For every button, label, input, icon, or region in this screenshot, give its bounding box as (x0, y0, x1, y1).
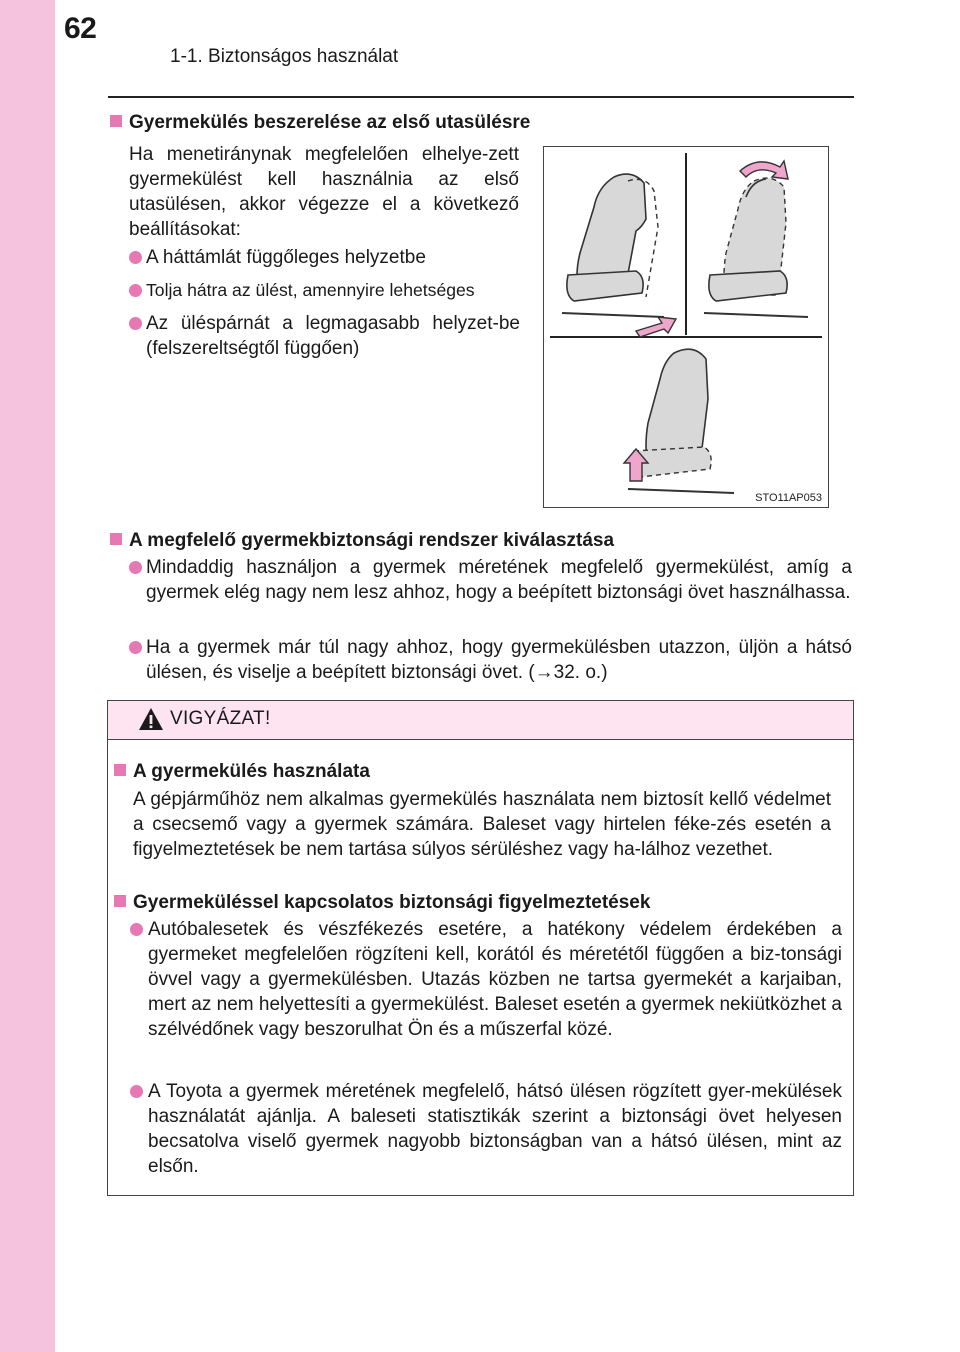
square-bullet-icon (110, 115, 122, 127)
header-divider (108, 96, 854, 98)
selection-bullet-1: Mindaddig használjon a gyermek méretének megfelelő gyermekülést, amíg a gyermek elég nagy nem lesz ahhoz, hogy a beépített biztonsági övet használhassa. (146, 557, 852, 603)
warning-header (108, 701, 853, 740)
round-bullet-icon (129, 251, 142, 264)
section-title: 1-1. Biztonságos használat (170, 46, 399, 67)
seat-slide-back-icon (562, 174, 676, 337)
warning-title: VIGYÁZAT! (170, 708, 271, 729)
warning-sub2-bullet-1: Autóbalesetek és vészfékezés esetére, a hatékony védelem érdekében a gyermeket megfelelően rögzíteni kell, korától és méretétől függően a biz-tonsági övvel vagy a gyermekülésben. Utazás közben ne tartsa gyermekét a karjaiban, mert az nem helyettesíti a gyermekülést. Baleset esetén a gyermek nekiütközhet a szélvédőnek vagy beszorulhat Ön és a műszerfal közé. (148, 919, 842, 1040)
installation-intro: Ha menetiránynak megfelelően elhelye-zett gyermekülést kell használnia az első utasülésen, akkor végezze el a következő beállításokat: (129, 144, 519, 240)
round-bullet-icon (129, 641, 142, 654)
square-bullet-icon (114, 895, 126, 907)
warning-sub1-text: A gépjárműhöz nem alkalmas gyermekülés használata nem biztosít kellő védelmet a csecsemő vagy a gyermek számára. Baleset vagy hirtelen féke-zés esetén a figyelmeztetések be nem tartása súlyos sérüléshez vagy ha-lálhoz vezethet. (133, 789, 831, 860)
installation-bullet-3: Az üléspárnát a legmagasabb helyzet-be (felszereltségtől függően) (146, 313, 520, 359)
seatback-upright-icon (704, 161, 808, 317)
round-bullet-icon (129, 561, 142, 574)
selection-heading: A megfelelő gyermekbiztonsági rendszer kiválasztása (110, 528, 830, 553)
round-bullet-icon (130, 1085, 143, 1098)
seat-adjustment-figure (543, 146, 829, 508)
warning-sub2-heading: Gyermeküléssel kapcsolatos biztonsági figyelmeztetések (114, 890, 834, 915)
installation-bullet-1: A háttámlát függőleges helyzetbe (146, 247, 426, 268)
warning-sub1-heading: A gyermekülés használata (114, 759, 834, 784)
installation-heading: Gyermekülés beszerelése az első utasülésre (110, 110, 810, 135)
square-bullet-icon (110, 533, 122, 545)
seat-illustration (544, 147, 828, 507)
installation-bullet-2: Tolja hátra az ülést, amennyire lehetséges (146, 280, 475, 300)
warning-triangle-icon (138, 707, 164, 731)
square-bullet-icon (114, 764, 126, 776)
warning-box (107, 700, 854, 1196)
side-tab-bar (0, 0, 55, 1352)
figure-code: STO11AP053 (755, 492, 822, 504)
seat-cushion-raise-icon (624, 349, 734, 493)
selection-bullet-2: Ha a gyermek már túl nagy ahhoz, hogy gyermekülésben utazzon, üljön a hátsó ülésen, és viselje a beépített biztonsági övet. (→32. o.) (146, 637, 852, 683)
warning-sub2-bullet-2: A Toyota a gyermek méretének megfelelő, hátsó ülésen rögzített gyer-mekülések használatát ajánlja. A baleseti statisztikák szerint a biztonsági övet helyesen becsatolva viselő gyermek nagyobb biztonságban van a hátsó ülésen, mint az elsőn. (148, 1081, 842, 1177)
page-number: 62 (64, 12, 97, 45)
round-bullet-icon (129, 317, 142, 330)
round-bullet-icon (129, 284, 142, 297)
round-bullet-icon (130, 923, 143, 936)
